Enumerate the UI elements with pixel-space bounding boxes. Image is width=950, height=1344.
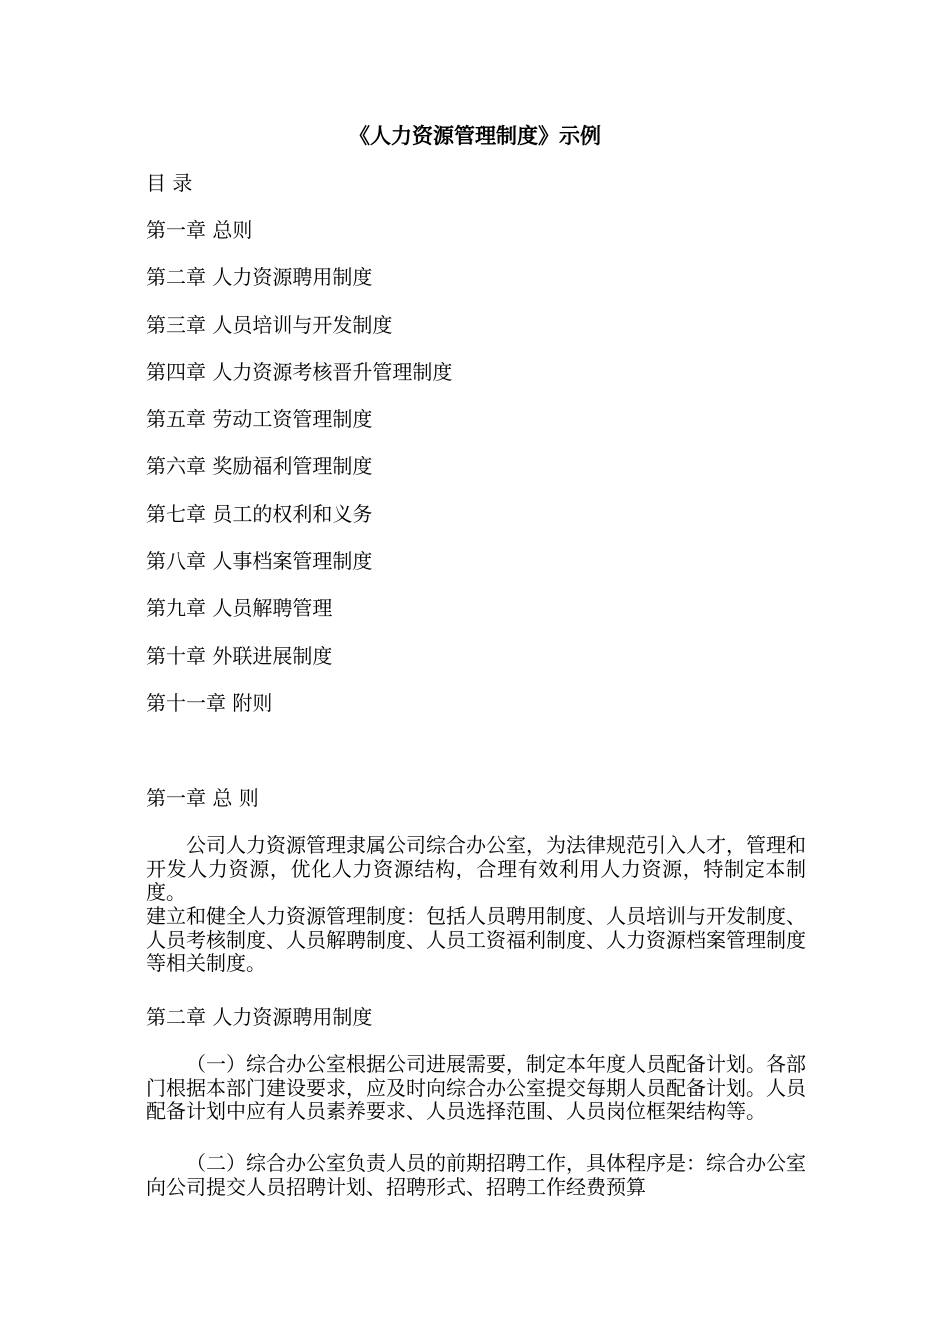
toc-heading: 目 录 [146,171,193,195]
toc-item: 第五章 劳动工资管理制度 [146,407,373,431]
toc-item: 第二章 人力资源聘用制度 [146,265,373,289]
chapter1-heading: 第一章 总 则 [146,786,259,810]
chapter2-paragraph: （二）综合办公室负责人员的前期招聘工作，具体程序是：综合办公室向公司提交人员招聘计划、招聘形式、招聘工作经费预算 [146,1151,806,1199]
document-title: 《人力资源管理制度》示例 [349,123,601,148]
chapter1-paragraph: 公司人力资源管理隶属公司综合办公室，为法律规范引入人才，管理和开发人力资源，优化人力资源结构，合理有效利用人力资源，特制定本制度。 [146,833,806,904]
toc-item: 第一章 总则 [146,218,253,242]
toc-item: 第八章 人事档案管理制度 [146,549,373,573]
chapter2-paragraph: （一）综合办公室根据公司进展需要，制定本年度人员配备计划。各部门根据本部门建设要求，应及时向综合办公室提交每期人员配备计划。人员配备计划中应有人员素养要求、人员选择范围、人员岗位框架结构等。 [146,1052,806,1123]
toc-item: 第四章 人力资源考核晋升管理制度 [146,360,453,384]
chapter2-heading: 第二章 人力资源聘用制度 [146,1005,373,1029]
toc-item: 第六章 奖励福利管理制度 [146,454,373,478]
toc-item: 第三章 人员培训与开发制度 [146,313,393,337]
toc-item: 第七章 员工的权利和义务 [146,502,373,526]
toc-item: 第九章 人员解聘管理 [146,596,333,620]
toc-item: 第十一章 附则 [146,691,273,715]
toc-item: 第十章 外联进展制度 [146,644,333,668]
chapter1-paragraph: 建立和健全人力资源管理制度：包括人员聘用制度、人员培训与开发制度、人员考核制度、人员解聘制度、人员工资福利制度、人力资源档案管理制度等相关制度。 [146,904,806,975]
